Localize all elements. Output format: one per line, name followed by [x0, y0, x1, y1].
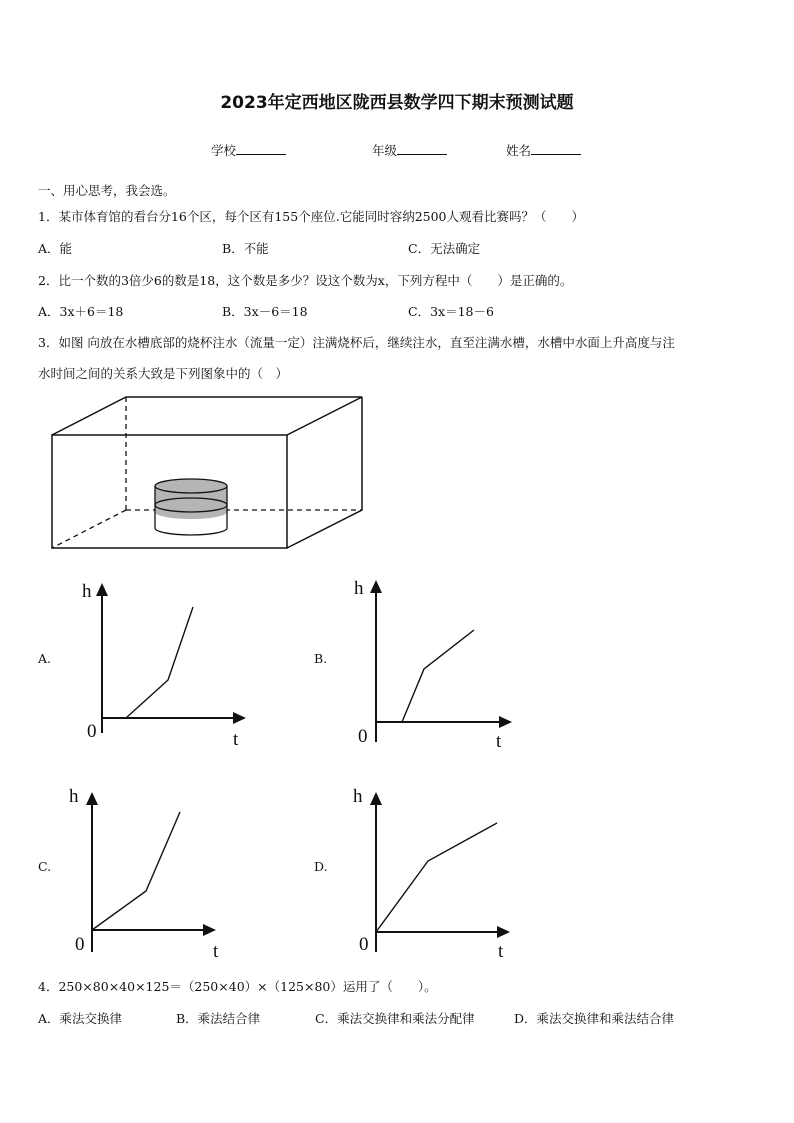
name-label: 姓名 — [506, 143, 532, 158]
graph-b — [352, 570, 532, 750]
graph-c — [66, 780, 246, 965]
graph-b-x-label: t — [496, 731, 502, 750]
section-heading: 一、用心思考，我会选。 — [38, 183, 176, 198]
q1-option-c: C．无法确定 — [408, 241, 481, 256]
graph-c-x-label: t — [213, 941, 219, 962]
graph-b-label: B. — [314, 651, 328, 666]
question-1: 1．某市体育馆的看台分16个区，每个区有155个座位.它能同时容纳2500人观看比赛吗？（ ） — [38, 209, 585, 224]
school-blank — [236, 142, 286, 155]
question-3-line1: 3．如图 向放在水槽底部的烧杯注水（流量一定）注满烧杯后，继续注水，直至注满水槽，水槽中水面上升高度与注 — [38, 335, 675, 350]
graph-c-origin: 0 — [75, 934, 85, 955]
graph-d-x-arrow — [497, 926, 510, 938]
tank-top-face — [52, 397, 362, 435]
question-4: 4．250×80×40×125＝（250×40）×（125×80）运用了（ ）。 — [38, 979, 437, 994]
graph-a — [78, 575, 258, 755]
graph-d-y-arrow — [370, 792, 382, 805]
tank-hidden-side-bottom-edge — [52, 510, 126, 548]
graph-d-label: D. — [314, 859, 328, 874]
q4-option-d: D．乘法交换律和乘法结合律 — [514, 1011, 675, 1026]
q2-option-b: B．3x－6＝18 — [222, 304, 308, 319]
exam-title: 2023年定西地区陇西县数学四下期末预测试题 — [220, 93, 574, 113]
q4-option-b: B．乘法结合律 — [176, 1011, 261, 1026]
graph-d-y-label: h — [353, 786, 363, 807]
graph-c-label: C. — [38, 859, 52, 874]
name-field — [506, 141, 581, 159]
graph-a-curve — [126, 607, 193, 718]
q2-option-a: A．3x＋6＝18 — [38, 304, 124, 319]
graph-d-curve — [376, 823, 497, 932]
graph-b-x-arrow — [499, 716, 512, 728]
graph-c-y-arrow — [86, 792, 98, 805]
q2-option-c: C．3x＝18－6 — [408, 304, 494, 319]
graph-c-curve — [92, 812, 180, 930]
grade-field — [372, 141, 447, 159]
name-blank — [531, 142, 581, 155]
q1-option-a: A．能 — [38, 241, 73, 256]
question-2: 2．比一个数的3倍少6的数是18，这个数是多少？设这个数为x，下列方程中（ ）是正确的。 — [38, 273, 573, 288]
graph-b-curve — [402, 630, 474, 722]
school-field — [211, 141, 286, 159]
graph-d — [350, 780, 530, 965]
grade-label: 年级 — [372, 143, 398, 158]
school-label: 学校 — [211, 143, 237, 158]
question-3-line2: 水时间之间的关系大致是下列图象中的（ ） — [38, 366, 289, 381]
graph-b-origin: 0 — [358, 726, 368, 747]
graph-d-origin: 0 — [359, 934, 369, 955]
graph-b-y-label: h — [354, 578, 364, 599]
q4-option-a: A．乘法交换律 — [38, 1011, 123, 1026]
beaker-water-surface — [155, 498, 227, 512]
graph-b-y-arrow — [370, 580, 382, 593]
grade-blank — [397, 142, 447, 155]
graph-a-x-label: t — [233, 729, 239, 750]
graph-c-y-label: h — [69, 786, 79, 807]
water-tank-figure — [40, 388, 370, 556]
beaker — [155, 479, 227, 535]
graph-a-label: A. — [38, 651, 52, 666]
q1-option-b: B．不能 — [222, 241, 269, 256]
graph-a-origin: 0 — [87, 721, 97, 742]
q4-option-c: C．乘法交换律和乘法分配律 — [315, 1011, 475, 1026]
graph-a-x-arrow — [233, 712, 246, 724]
graph-a-y-label: h — [82, 581, 92, 602]
graph-a-y-arrow — [96, 583, 108, 596]
graph-d-x-label: t — [498, 941, 504, 962]
tank-right-face — [287, 397, 362, 548]
graph-c-x-arrow — [203, 924, 216, 936]
